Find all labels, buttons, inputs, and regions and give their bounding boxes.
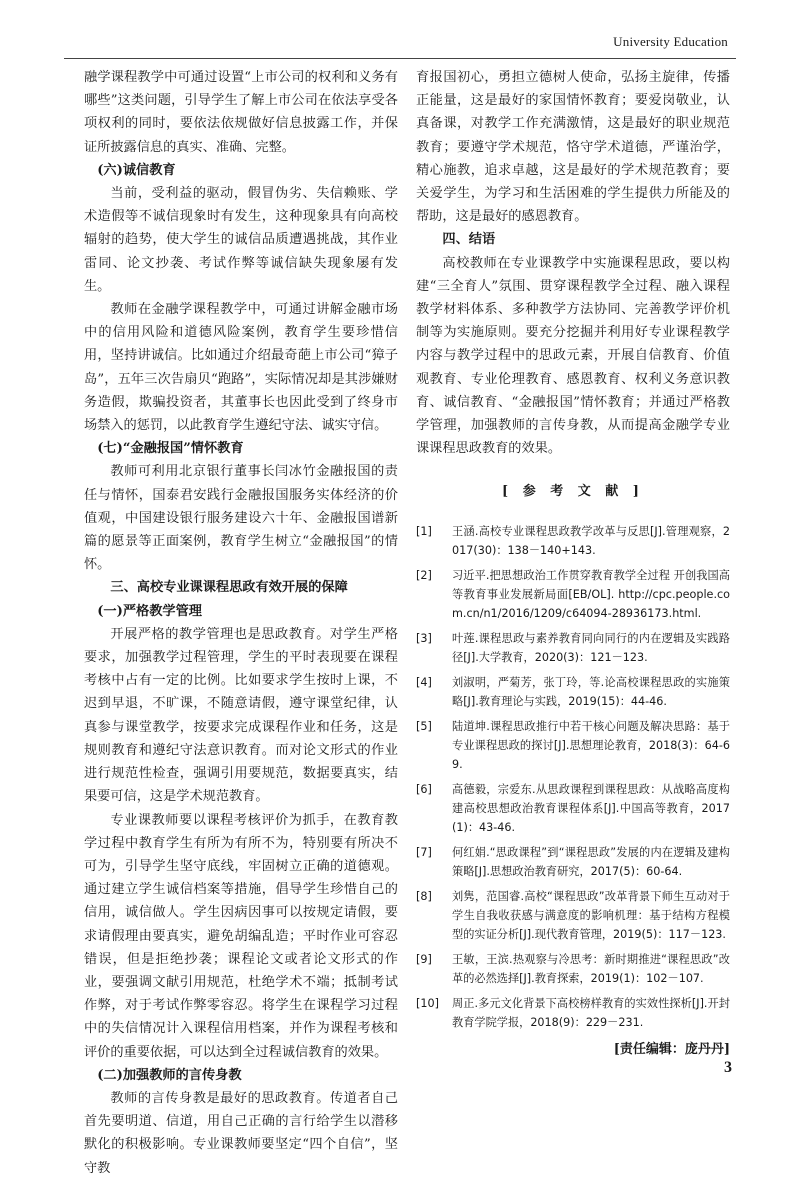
paragraph: 当前，受利益的驱动，假冒伪劣、失信赖账、学术造假等不诚信现象时有发生，这种现象具有向高校辐射的趋势，使大学生的诚信品质遭遇挑战，其作业雷同、论文抄袭、考试作弊等诚信缺失现象屡有发生。 (84, 186, 398, 294)
reference-item (416, 887, 730, 944)
paragraph: 教师的言传身教是最好的思政教育。传道者自己首先要明道、信道，用自己正确的言行给学生以潜移默化的积极影响。专业课教师要坚定“四个自信”，坚守教 (84, 1090, 398, 1176)
reference-text: 周正.多元文化背景下高校榜样教育的实效性探析[J].开封教育学院学报，2018(9)：229－231. (452, 996, 730, 1029)
reference-item (416, 673, 730, 711)
reference-text: 王涵.高校专业课程思政教学改革与反思[J].管理观察，2017(30)：138－140+143. (452, 524, 730, 557)
paragraph: 教师可利用北京银行董事长闫冰竹金融报国的责任与情怀，国泰君安践行金融报国服务实体经济的价值观，中国建设银行服务建设六十年、金融报国谱新篇的愿景等正面案例，教育学生树立“金融报国”的情怀。 (84, 464, 398, 573)
section-heading: 四、结语 (442, 232, 496, 248)
reference-item (416, 717, 730, 774)
reference-item (416, 994, 730, 1032)
reference-number: [2] (416, 568, 432, 582)
reference-item (416, 629, 730, 667)
reference-text: 高德毅，宗爱东.从思政课程到课程思政：从战略高度构建高校思想政治教育课程体系[J].中国高等教育，2017(1)：43-46. (452, 782, 730, 834)
reference-text: 刘淑明，严菊芳，张丁玲，等.论高校课程思政的实施策略[J].教育理论与实践，2019(15)：44-46. (452, 675, 730, 708)
reference-number: [6] (416, 782, 432, 796)
paragraph: 教师在金融学课程教学中，可通过讲解金融市场中的信用风险和道德风险案例，教育学生要珍惜信用，坚持讲诚信。比如通过介绍最奇葩上市公司“獐子岛”，五年三次告扇贝“跑路”，实际情况却是其涉嫌财务造假，欺骗投资者，其董事长也因此受到了终身市场禁入的惩罚，以此教育学生遵纪守法、诚实守信。 (84, 302, 398, 434)
paragraph: 专业课教师要以课程考核评价为抓手，在教育教学过程中教育学生有所为有所不为，特别要有所决不可为，引导学生坚守底线，牢固树立正确的道德观。通过建立学生诚信档案等措施，倡导学生珍惜自己的信用，诚信做人。学生因病因事可以按规定请假，要求请假理由要真实，避免胡编乱造；平时作业可容忍错误，但是拒绝抄袭；课程论文或者论文形式的作业，要强调文献引用规范，杜绝学术不端；抵制考试作弊，对于考试作弊零容忍。将学生在课程学习过程中的失信情况计入课程信用档案，并作为课程考核和评价的重要依据，可以达到全过程诚信教育的效果。 (84, 812, 398, 1060)
reference-item (416, 950, 730, 988)
reference-number: [5] (416, 719, 432, 733)
left-column (84, 66, 398, 1180)
editor-credit: [责任编辑：庞丹丹] (613, 1041, 730, 1057)
section-heading: (二)加强教师的言传身教 (97, 1067, 242, 1083)
section-heading: (六)诚信教育 (97, 162, 176, 178)
paragraph: 融学课程教学中可通过设置“上市公司的权利和义务有哪些”这类问题，引导学生了解上市公司在依法享受各项权利的同时，要依法依规做好信息披露工作，并保证所披露信息的真实、准确、完整。 (84, 70, 398, 155)
reference-number: [8] (416, 889, 432, 903)
reference-number: [1] (416, 524, 432, 538)
paragraph: 开展严格的教学管理也是思政教育。对学生严格要求，加强教学过程管理，学生的平时表现要在课程考核中占有一定的比例。比如要求学生按时上课，不迟到早退，不旷课，不随意请假，遵守课堂纪律，认真参与课堂教学，按要求完成课程作业和任务，这是规则教育和遵纪守法意识教育。而对论文形式的作业进行规范性检查，强调引用要规范，数据要真实，结果要可信，这是学术规范教育。 (84, 626, 398, 805)
reference-item (416, 566, 730, 623)
reference-number: [4] (416, 675, 432, 689)
reference-text: 陆道坤.课程思政推行中若干核心问题及解决思路：基于专业课程思政的探讨[J].思想理论教育，2018(3)：64-69. (452, 719, 730, 771)
right-column (416, 66, 730, 1061)
reference-number: [10] (416, 996, 439, 1010)
reference-item (416, 780, 730, 837)
section-heading: 三、高校专业课课程思政有效开展的保障 (110, 580, 348, 596)
header-rule (64, 58, 736, 59)
reference-text: 王敏，王滨.热观察与冷思考：新时期推进“课程思政”改革的必然选择[J].教育探索，2019(1)：102－107. (452, 952, 730, 985)
section-heading: (一)严格教学管理 (97, 603, 202, 619)
references-heading: [ 参 考 文 献 ] (502, 484, 644, 500)
page-number: 3 (724, 1059, 732, 1076)
section-heading: (七)“金融报国”情怀教育 (97, 441, 244, 457)
reference-text: 刘隽，范国睿.高校“课程思政”改革背景下师生互动对于学生自我收获感与满意度的影响机理：基于结构方程模型的实证分析[J].现代教育管理，2019(5)：117－123. (452, 889, 730, 941)
reference-text: 叶莲.课程思政与素养教育同向同行的内在逻辑及实践路径[J].大学教育，2020(3)：121－123. (452, 631, 730, 664)
reference-number: [7] (416, 845, 432, 859)
paragraph: 育报国初心，勇担立德树人使命，弘扬主旋律，传播正能量，这是最好的家国情怀教育；要爱岗敬业，认真备课，对教学工作充满激情，这是最好的职业规范教育；要遵守学术规范，恪守学术道德，严谨治学，精心施教，追求卓越，这是最好的学术规范教育；要关爱学生，为学习和生活困难的学生提供力所能及的帮助，这是最好的感恩教育。 (416, 70, 730, 225)
paragraph: 高校教师在专业课教学中实施课程思政，要以构建“三全育人”氛围、贯穿课程教学全过程、融入课程教学材料体系、多种教学方法协同、完善教学评价机制等为实施原则。要充分挖掘并利用好专业课程教学内容与教学过程中的思政元素，开展自信教育、价值观教育、专业伦理教育、感恩教育、权利义务意识教育、诚信教育、“金融报国”情怀教育；并通过严格教学管理，加强教师的言传身教，从而提高金融学专业课课程思政教育的效果。 (416, 255, 730, 457)
journal-title: University Education (613, 34, 728, 49)
reference-item (416, 522, 730, 560)
reference-number: [9] (416, 952, 432, 966)
reference-list (416, 522, 730, 1032)
reference-text: 习近平.把思想政治工作贯穿教育教学全过程 开创我国高等教育事业发展新局面[EB/OL]. http://cpc.people.com.cn/n1/2016/1209/c64094-28936173.html. (452, 568, 730, 620)
reference-text: 何红娟.“思政课程”到“课程思政”发展的内在逻辑及建构策略[J].思想政治教育研究，2017(5)：60-64. (452, 845, 730, 878)
reference-number: [3] (416, 631, 432, 645)
reference-item (416, 843, 730, 881)
